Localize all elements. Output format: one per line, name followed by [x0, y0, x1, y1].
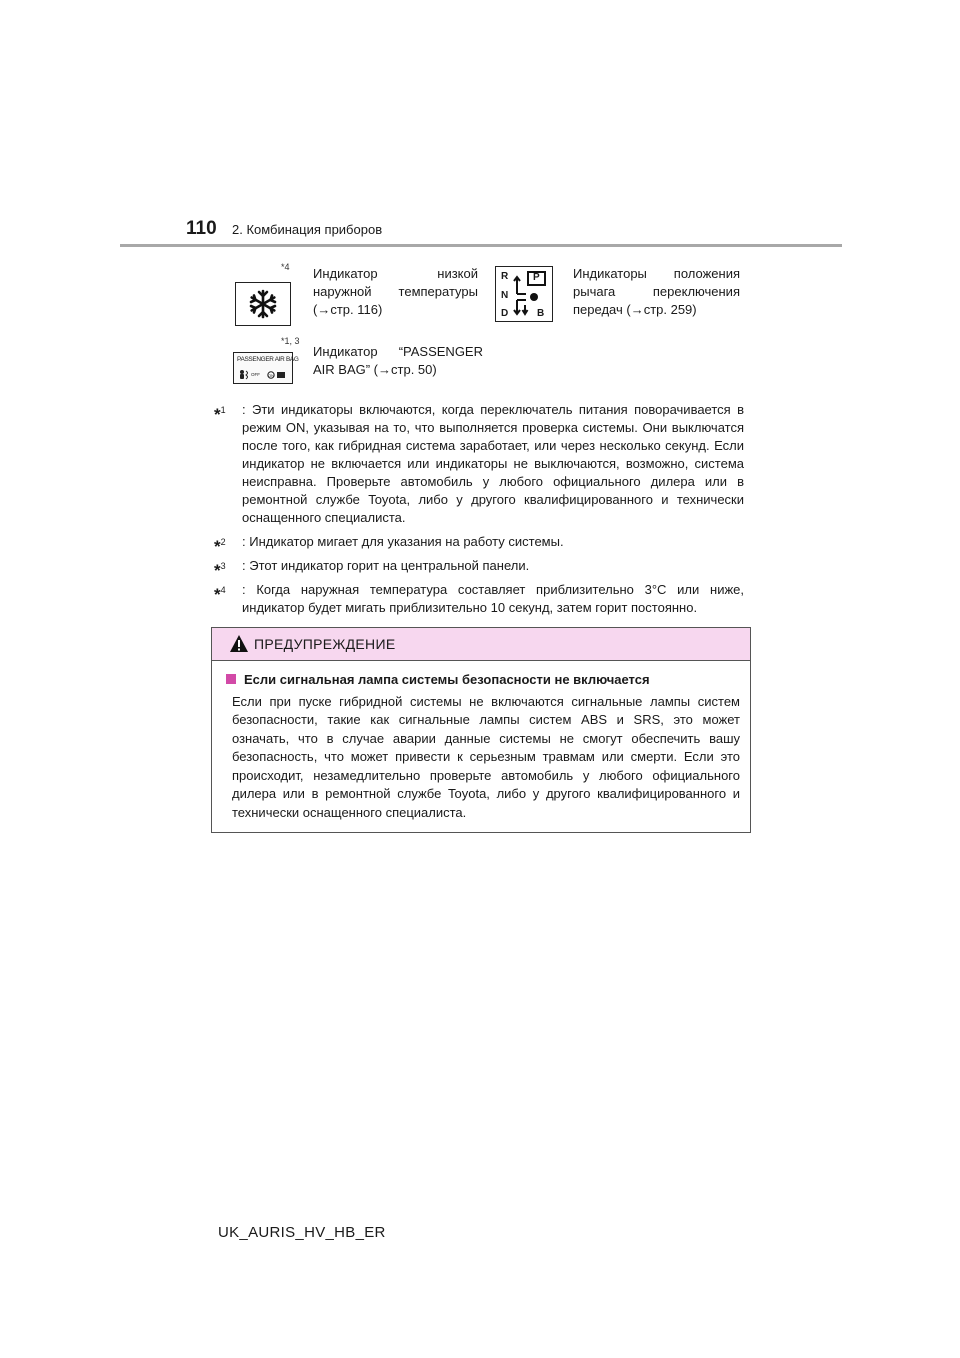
footnote-star: * [214, 585, 221, 604]
indicator-footnote-mark: *4 [281, 262, 290, 272]
footnote-number: 2 [220, 537, 226, 547]
warning-triangle-icon [229, 634, 249, 653]
footnote-star: * [214, 561, 221, 580]
footnote-text: : Когда наружная температура составляет приблизительно 3°C или ниже, индикатор будет мигать приблизительно 10 секунд, затем горит постоянно. [242, 582, 744, 615]
footnote [214, 581, 744, 617]
gear-label: N [501, 290, 509, 301]
indicator-description: Индикатор низкой наружной температуры (→стр. 116) [313, 266, 478, 317]
footnote-star: * [214, 405, 221, 424]
footnote [214, 533, 744, 556]
indicator-description: Индикаторы положения рычага переключения передач (→стр. 259) [573, 266, 740, 317]
warning-box [211, 627, 751, 833]
footer-code: UK_AURIS_HV_HB_ER [218, 1224, 386, 1241]
warning-subtitle-text: Если сигнальная лампа системы безопасности не включается [244, 672, 650, 687]
warning-title: ПРЕДУПРЕЖДЕНИЕ [254, 636, 396, 652]
indicator-footnote-mark: *1, 3 [281, 336, 300, 346]
footnote-number: 4 [220, 585, 226, 595]
airbag-off-label: OFF [251, 372, 260, 377]
gear-label: B [537, 308, 545, 319]
header-divider [120, 244, 842, 247]
warning-header [212, 628, 750, 661]
footnote-text: : Индикатор мигает для указания на работу системы. [242, 534, 564, 549]
footnote [214, 401, 744, 527]
airbag-icon-label: PASSENGER AIR BAG [237, 356, 299, 363]
footnote-number: 1 [220, 405, 226, 415]
gear-label: R [501, 271, 509, 282]
footnote-star: * [214, 537, 221, 556]
warning-body [212, 661, 750, 822]
gear-label: D [501, 308, 509, 319]
footnote-text: : Эти индикаторы включаются, когда переключатель питания поворачивается в режим ON, указывая на то, что выполняется проверка системы. Они выключатся после того, как гибридная система заработает, или через несколько секунд. Если индикатор не включается или индикаторы не выключаются, возможно, система неисправна. Проверьте автомобиль у любого официального дилера или в ремонтной службе Toyota, либо у другого квалифицированного и технически оснащенного специалиста. [242, 402, 744, 525]
warning-subtitle [226, 671, 740, 690]
footnote [214, 557, 744, 580]
passenger-airbag-icon [233, 352, 299, 384]
footnote-text: : Этот индикатор горит на центральной панели. [242, 558, 530, 573]
shift-position-icon [495, 266, 553, 322]
footnote-number: 3 [220, 561, 226, 571]
gear-label: P [533, 272, 540, 283]
snowflake-icon [235, 282, 291, 326]
chapter-title: 2. Комбинация приборов [232, 222, 383, 237]
square-bullet-icon [226, 674, 236, 684]
airbag-on-label: ON [268, 373, 274, 378]
footnotes [214, 401, 744, 623]
page-number: 110 [186, 218, 217, 239]
indicator-description: Индикатор “PASSENGER AIR BAG” (→стр. 50) [313, 344, 483, 377]
warning-text: Если при пуске гибридной системы не включаются сигнальные лампы систем безопасности, такие как сигнальные лампы систем ABS и SRS, это может означать, что в случае аварии данные системы не смогут обеспечить вашу безопасность, что может привести к серьезным травмам или смерти. Если это происходит, незамедлительно проверьте автомобиль у любого официального дилера или в ремонтной службе Toyota, либо у другого квалифицированного и технически оснащенного специалиста. [232, 693, 740, 820]
